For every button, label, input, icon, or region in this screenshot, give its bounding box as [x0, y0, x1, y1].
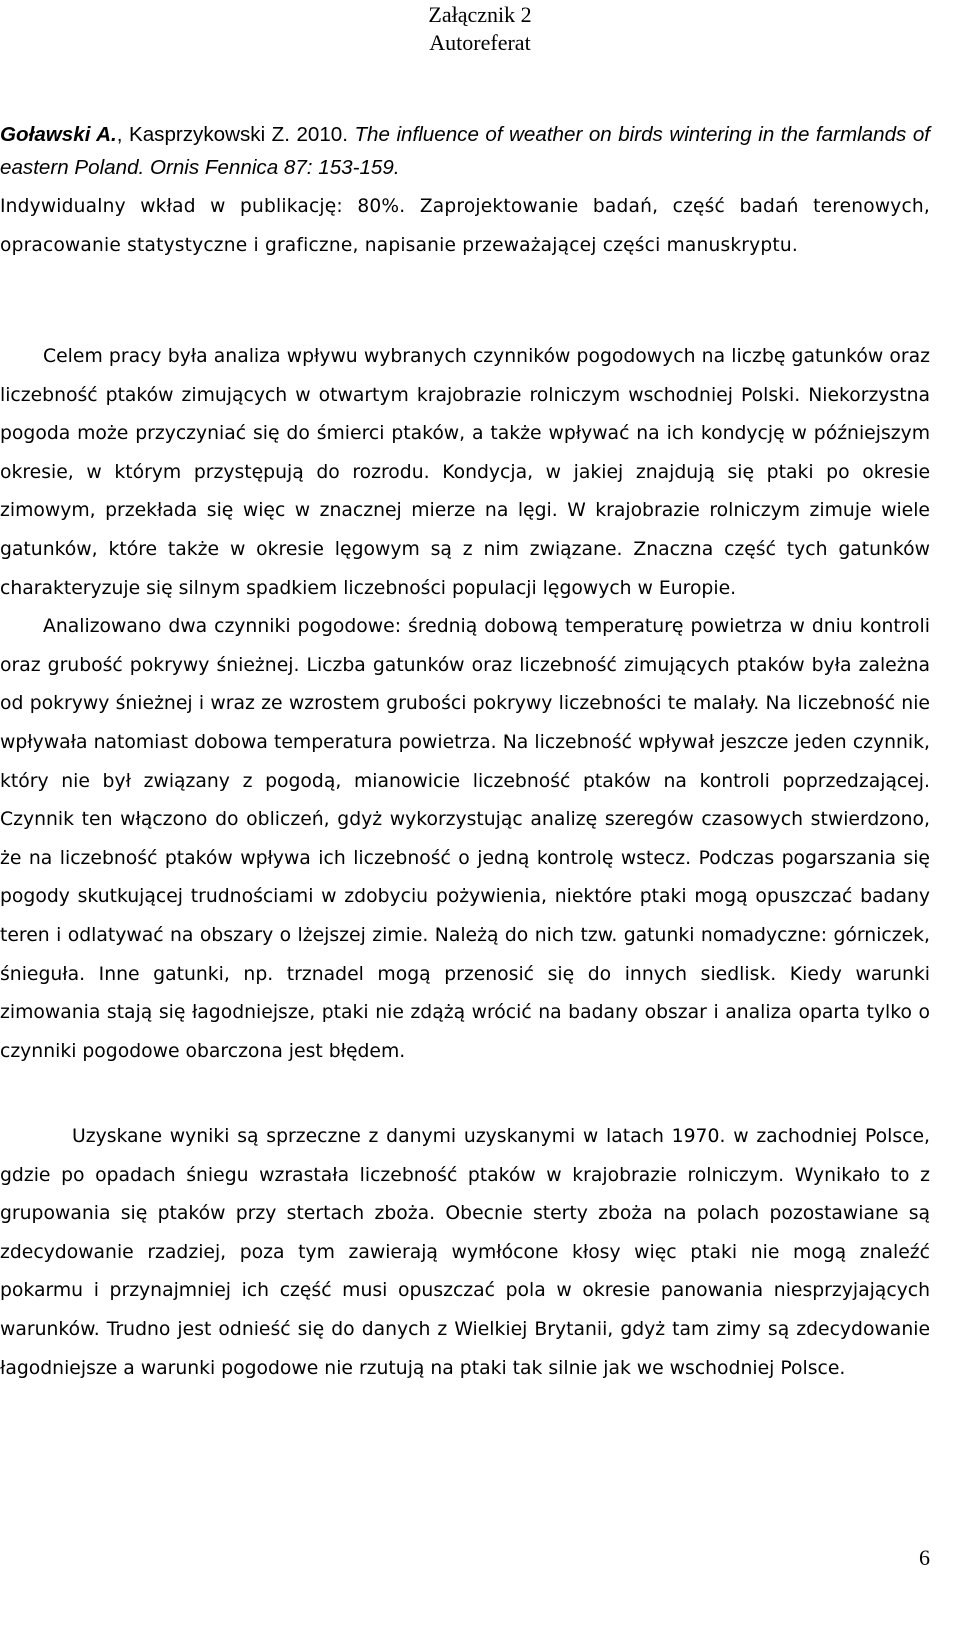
citation-first-author: Goławski A. — [0, 123, 117, 146]
contribution-text: Indywidualny wkład w publikację: 80%. Zaprojektowanie badań, część badań terenowych, opracowanie statystyczne i graficzne, napisanie przeważającej części manuskryptu. — [0, 196, 930, 256]
header-annex-label: Załącznik 2 — [428, 2, 532, 27]
results-paragraph: Uzyskane wyniki są sprzeczne z danymi uzyskanymi w latach 1970. w zachodniej Polsce, gdzie po opadach śniegu wzrastała liczebność ptaków w krajobrazie rolniczym. Wynikało to z grupowania się ptaków przy stertach zboża. Obecnie sterty zboża na polach pozostawiane są zdecydowanie rzadziej, poza tym zawierają wymłócone kłosy więc ptaki nie mogą znaleźć pokarmu i przynajmniej ich część musi opuszczać pola w okresie panowania niesprzyjających warunków. Trudno jest odnieść się do danych z Wielkiej Brytanii, gdyż tam zimy są zdecydowanie łagodniejsze a warunki pogodowe nie rzutują na ptaki tak silnie jak we wschodniej Polsce. — [0, 1126, 930, 1379]
citation-title-journal: The influence of weather on birds wintering in the farmlands of eastern Poland. Ornis Fennica 87: 153-159. — [0, 123, 930, 179]
individual-contribution — [0, 188, 930, 265]
publication-citation — [0, 118, 930, 184]
abstract-paragraph-1: Celem pracy była analiza wpływu wybranych czynników pogodowych na liczbę gatunków oraz liczebność ptaków zimujących w otwartym krajobrazie rolniczym wschodniej Polski. Niekorzystna pogoda może przyczyniać się do śmierci ptaków, a także wpływać na ich kondycję w późniejszym okresie, w którym przystępują do rozrodu. Kondycja, w jakiej znajdują się ptaki po okresie zimowym, przekłada się więc w znacznej mierze na lęgi. W krajobrazie rolniczym zimuje wiele gatunków, które także w okresie lęgowym są z nim związane. Znaczna część tych gatunków charakteryzuje się silnym spadkiem liczebności populacji lęgowych w Europie. — [0, 346, 930, 599]
results-section — [0, 1118, 930, 1388]
citation-coauthors-year: , Kasprzykowski Z. 2010. — [116, 123, 348, 146]
abstract-paragraph-2: Analizowano dwa czynniki pogodowe: średnią dobową temperaturę powietrza w dniu kontroli oraz grubość pokrywy śnieżnej. Liczba gatunków oraz liczebność zimujących ptaków była zależna od pokrywy śnieżnej i wraz ze wzrostem grubości pokrywy liczebności te malały. Na liczebność nie wpływała natomiast dobowa temperatura powietrza. Na liczebność wpływał jeszcze jeden czynnik, który nie był związany z pogodą, mianowicie liczebność ptaków na kontroli poprzedzającej. Czynnik ten włączono do obliczeń, gdyż wykorzystując analizę szeregów czasowych stwierdzono, że na liczebność ptaków wpływa ich liczebność o jedną kontrolę wstecz. Podczas pogarszania się pogody skutkującej trudnościami w zdobyciu pożywienia, niektóre ptaki mogą opuszczać badany teren i odlatywać na obszary o lżejszej zimie. Należą do nich tzw. gatunki nomadyczne: górniczek, śniegułа. Inne gatunki, np. trznadel mogą przenosić się do innych siedlisk. Kiedy warunki zimowania stają się łagodniejsze, ptaki nie zdążą wrócić na badany obszar i analiza oparta tylko o czynniki pogodowe obarczona jest błędem. — [0, 616, 930, 1062]
abstract-section — [0, 338, 930, 1071]
page-number: 6 — [919, 1545, 930, 1570]
header-document-title: Autoreferat — [429, 30, 531, 55]
